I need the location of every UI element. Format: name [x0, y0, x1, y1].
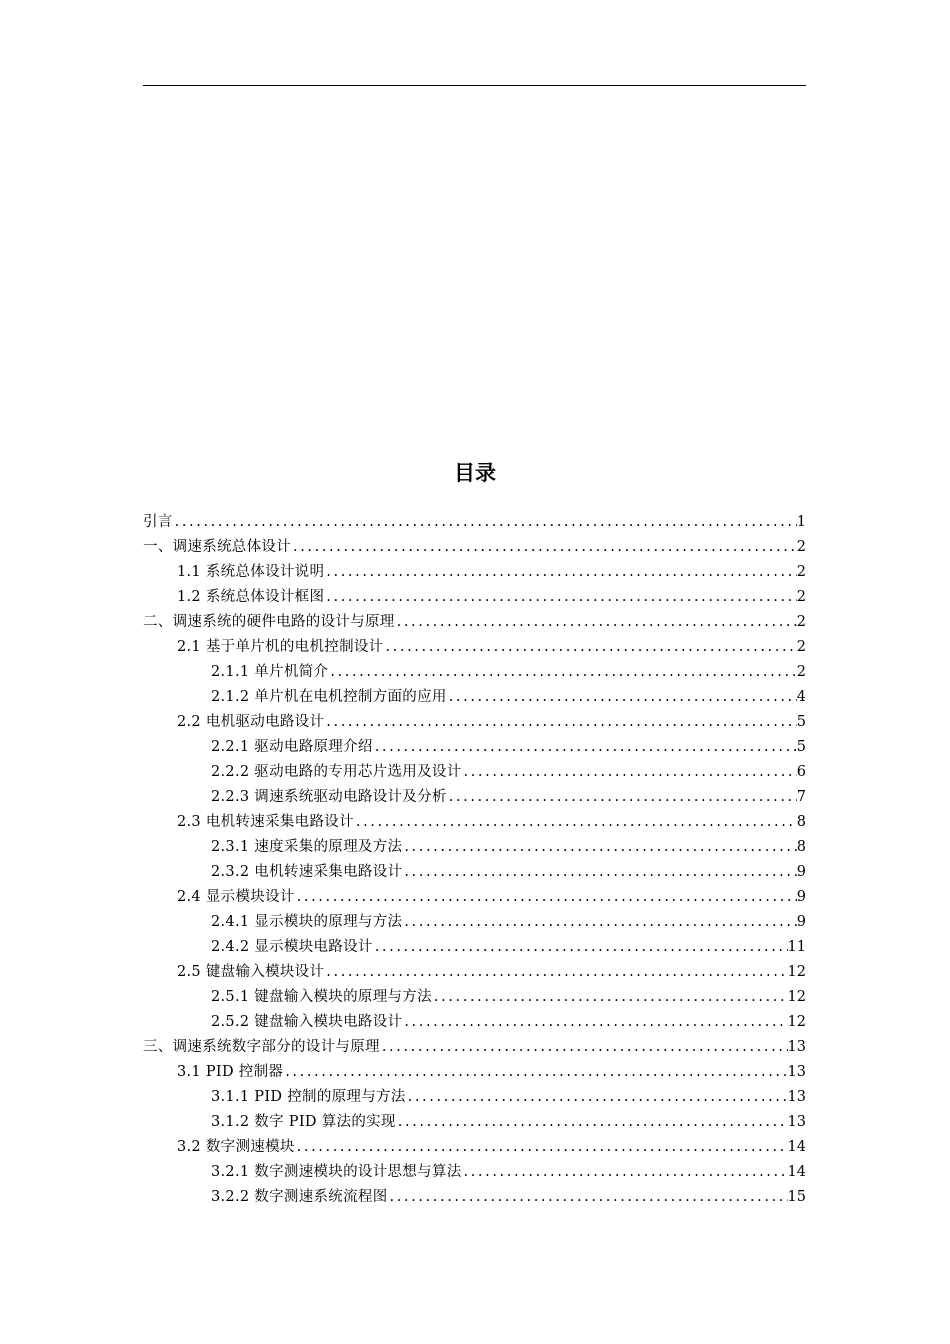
toc-dot-leader	[295, 885, 797, 910]
toc-entry-text: 2.2.1 驱动电路原理介绍	[211, 739, 373, 755]
toc-entry-text: 2.2 电机驱动电路设计	[177, 714, 325, 730]
toc-entry-text: 2.1.2 单片机在电机控制方面的应用	[211, 689, 447, 705]
toc-entry[interactable]	[143, 585, 806, 610]
toc-entry[interactable]	[143, 1135, 806, 1160]
toc-page-number: 5	[796, 739, 806, 755]
toc-dot-leader	[402, 835, 796, 860]
toc-page-number: 15	[787, 1189, 806, 1205]
toc-dot-leader	[173, 510, 797, 535]
toc-page-number: 2	[796, 539, 806, 555]
toc-dot-leader	[447, 685, 797, 710]
toc-entry-text: 一、调速系统总体设计	[143, 539, 291, 555]
toc-page-number: 12	[787, 964, 806, 980]
toc-dot-leader	[402, 860, 796, 885]
toc-entry-text: 2.1 基于单片机的电机控制设计	[177, 639, 384, 655]
toc-dot-leader	[295, 1135, 788, 1160]
toc-entry-text: 三、调速系统数字部分的设计与原理	[143, 1039, 380, 1055]
toc-page-number: 12	[787, 1014, 806, 1030]
toc-page-number: 8	[796, 839, 806, 855]
toc-entry[interactable]	[143, 510, 806, 535]
toc-dot-leader	[402, 1010, 787, 1035]
toc-dot-leader	[388, 1185, 788, 1210]
toc-entry[interactable]	[143, 785, 806, 810]
toc-entry-text: 2.3.1 速度采集的原理及方法	[211, 839, 403, 855]
toc-entry[interactable]	[143, 535, 806, 560]
toc-entry[interactable]	[143, 710, 806, 735]
toc-dot-leader	[402, 910, 796, 935]
toc-entry-text: 3.2.2 数字测速系统流程图	[211, 1189, 388, 1205]
toc-dot-leader	[373, 735, 797, 760]
toc-entry-text: 3.1 PID 控制器	[177, 1064, 284, 1080]
toc-entry-text: 3.1.2 数字 PID 算法的实现	[211, 1114, 396, 1130]
toc-dot-leader	[328, 660, 796, 685]
toc-page-number: 9	[796, 914, 806, 930]
toc-page-number: 12	[787, 989, 806, 1005]
toc-dot-leader	[373, 935, 788, 960]
toc-dot-leader	[291, 535, 797, 560]
toc-entry[interactable]	[143, 1035, 806, 1060]
toc-entry[interactable]	[143, 560, 806, 585]
toc-page-number: 13	[787, 1114, 806, 1130]
toc-page-number: 8	[796, 814, 806, 830]
toc-entry-text: 3.2 数字测速模块	[177, 1139, 295, 1155]
toc-dot-leader	[380, 1035, 788, 1060]
toc-list	[143, 510, 806, 1210]
toc-dot-leader	[324, 960, 787, 985]
toc-page-number: 9	[796, 864, 806, 880]
toc-page-number: 2	[796, 614, 806, 630]
toc-dot-leader	[447, 785, 797, 810]
toc-dot-leader	[406, 1085, 788, 1110]
toc-dot-leader	[383, 635, 796, 660]
toc-dot-leader	[324, 710, 796, 735]
toc-entry[interactable]	[143, 860, 806, 885]
toc-page-number: 9	[796, 889, 806, 905]
toc-entry[interactable]	[143, 885, 806, 910]
toc-entry-text: 2.3 电机转速采集电路设计	[177, 814, 354, 830]
toc-dot-leader	[396, 1110, 788, 1135]
toc-page-number: 2	[796, 639, 806, 655]
toc-page-number: 7	[796, 789, 806, 805]
header-rule	[143, 85, 806, 86]
toc-page-number: 13	[787, 1089, 806, 1105]
toc-page-number: 14	[787, 1164, 806, 1180]
toc-entry[interactable]	[143, 760, 806, 785]
toc-page-number: 5	[796, 714, 806, 730]
toc-entry[interactable]	[143, 835, 806, 860]
toc-entry[interactable]	[143, 810, 806, 835]
toc-entry[interactable]	[143, 635, 806, 660]
toc-entry-text: 3.2.1 数字测速模块的设计思想与算法	[211, 1164, 462, 1180]
toc-entry-text: 2.4.1 显示模块的原理与方法	[211, 914, 403, 930]
toc-entry-text: 2.3.2 电机转速采集电路设计	[211, 864, 403, 880]
toc-entry[interactable]	[143, 1085, 806, 1110]
toc-entry-text: 2.5.2 键盘输入模块电路设计	[211, 1014, 403, 1030]
toc-entry-text: 2.1.1 单片机简介	[211, 664, 329, 680]
toc-dot-leader	[354, 810, 797, 835]
toc-page-number: 14	[787, 1139, 806, 1155]
toc-entry[interactable]	[143, 660, 806, 685]
toc-dot-leader	[432, 985, 788, 1010]
toc-dot-leader	[324, 560, 796, 585]
toc-page-number: 1	[796, 514, 806, 530]
toc-entry[interactable]	[143, 960, 806, 985]
toc-entry-text: 引言	[143, 514, 173, 530]
toc-entry[interactable]	[143, 1110, 806, 1135]
toc-entry[interactable]	[143, 1010, 806, 1035]
toc-entry[interactable]	[143, 1185, 806, 1210]
toc-dot-leader	[283, 1060, 787, 1085]
toc-entry-text: 1.1 系统总体设计说明	[177, 564, 325, 580]
toc-entry[interactable]	[143, 985, 806, 1010]
toc-entry-text: 1.2 系统总体设计框图	[177, 589, 325, 605]
toc-dot-leader	[462, 760, 797, 785]
toc-entry[interactable]	[143, 910, 806, 935]
toc-entry-text: 2.5.1 键盘输入模块的原理与方法	[211, 989, 432, 1005]
toc-entry[interactable]	[143, 1060, 806, 1085]
toc-page-number: 2	[796, 564, 806, 580]
toc-entry-text: 3.1.1 PID 控制的原理与方法	[211, 1089, 406, 1105]
toc-page-number: 6	[796, 764, 806, 780]
toc-entry[interactable]	[143, 685, 806, 710]
toc-title: 目录	[454, 461, 496, 485]
toc-entry-text: 2.2.2 驱动电路的专用芯片选用及设计	[211, 764, 462, 780]
toc-entry[interactable]	[143, 610, 806, 635]
toc-page-number: 4	[796, 689, 806, 705]
toc-page-number: 2	[796, 589, 806, 605]
toc-page-number: 2	[796, 664, 806, 680]
toc-page-number: 13	[787, 1064, 806, 1080]
toc-dot-leader	[324, 585, 796, 610]
toc-page-number: 13	[787, 1039, 806, 1055]
toc-entry[interactable]	[143, 735, 806, 760]
toc-entry-text: 2.2.3 调速系统驱动电路设计及分析	[211, 789, 447, 805]
toc-dot-leader	[395, 610, 797, 635]
toc-entry-text: 2.4.2 显示模块电路设计	[211, 939, 373, 955]
toc-entry-text: 2.5 键盘输入模块设计	[177, 964, 325, 980]
toc-entry-text: 2.4 显示模块设计	[177, 889, 295, 905]
toc-page-number: 11	[787, 939, 806, 955]
toc-entry[interactable]	[143, 1160, 806, 1185]
toc-entry-text: 二、调速系统的硬件电路的设计与原理	[143, 614, 395, 630]
toc-dot-leader	[462, 1160, 788, 1185]
toc-entry[interactable]	[143, 935, 806, 960]
